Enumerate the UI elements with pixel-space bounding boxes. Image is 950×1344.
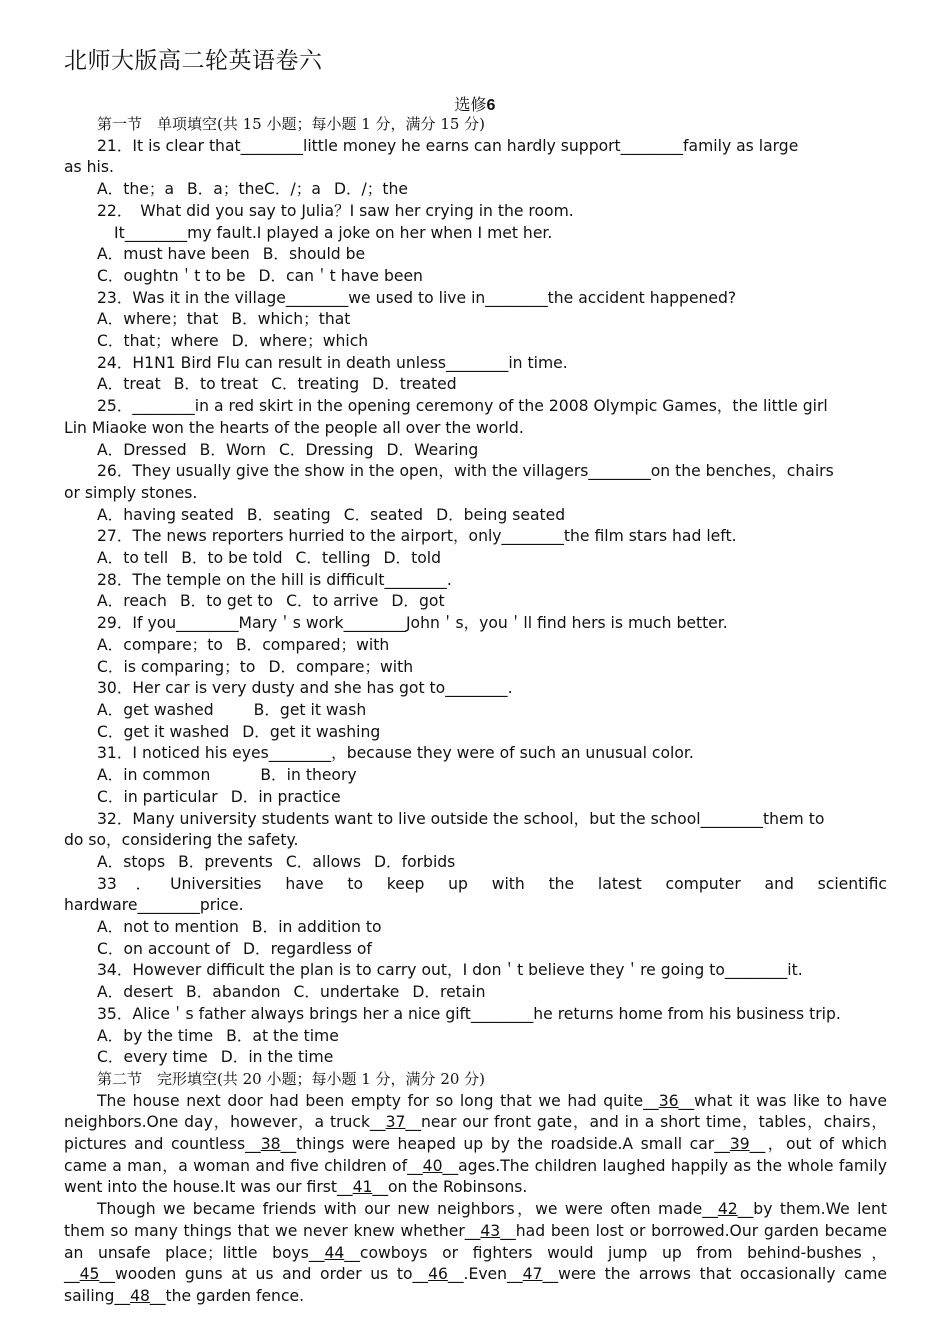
option: D．regardless of [242, 939, 372, 958]
blank-36: 36 [658, 1091, 679, 1110]
option: D．compare；with [268, 657, 414, 676]
option: B．to be told [181, 549, 283, 568]
question-29-options-row1 [64, 635, 887, 657]
option: C．in particular [97, 787, 218, 806]
blank-41: 41 [352, 1178, 373, 1197]
question-26-stem-cont: or simply stones. [64, 483, 198, 502]
cloze-text: __things were heaped up by the roadside.A small car__ [280, 1135, 730, 1154]
question-31-options-row1 [64, 765, 887, 787]
option: A．the；a [97, 180, 175, 199]
blank-42: 42 [717, 1200, 738, 1219]
option: C．undertake [293, 983, 400, 1002]
question-22-options-row1 [64, 244, 887, 266]
question-26-stem: 26．They usually give the show in the open，with the villagers________on the benches，chairs [97, 462, 834, 481]
option: D．can＇t have been [258, 266, 423, 285]
option: B．at the time [226, 1026, 339, 1045]
question-34-stem: 34．However difficult the plan is to carry out，I don＇t believe they＇re going to________it. [97, 961, 803, 980]
option: B．get it wash [253, 700, 367, 719]
option: B．Worn [199, 440, 267, 459]
section1-heading: 第一节 单项填空(共 15 小题；每小题 1 分，满分 15 分) [97, 115, 486, 133]
document-title: 北师大版高二轮英语卷六 [64, 48, 323, 74]
question-30-options-row2 [64, 722, 887, 744]
option: D．forbids [374, 852, 456, 871]
option: B．abandon [186, 983, 281, 1002]
cloze-text: The house next door had been empty for so long that we had quite__ [97, 1091, 659, 1110]
question-24-stem: 24．H1N1 Bird Flu can result in death unless________in time. [97, 353, 568, 372]
question-32-options [64, 852, 887, 874]
blank-45: 45 [79, 1265, 100, 1284]
question-28-stem: 28．The temple on the hill is difficult________. [97, 570, 452, 589]
blank-48: 48 [130, 1286, 150, 1305]
cloze-text: __on the Robinsons. [372, 1178, 528, 1197]
option: A．get washed [97, 700, 214, 719]
option: B．in addition to [251, 918, 382, 937]
question-35-stem: 35．Alice＇s father always brings her a nice gift________he returns home from his business trip. [97, 1004, 841, 1023]
option: B．seating [246, 505, 331, 524]
exam-content [64, 114, 887, 1308]
blank-44: 44 [324, 1243, 345, 1262]
question-29-stem: 29．If you________Mary＇s work________John＇s，you＇ll find hers is much better. [97, 614, 728, 633]
blank-40: 40 [422, 1156, 443, 1175]
question-29-options-row2 [64, 657, 887, 679]
question-25-stem: 25．________in a red skirt in the opening ceremony of the 2008 Olympic Games，the little girl [97, 397, 828, 416]
cloze-text: __cowboys or fighters would jump up from behind-bushes，__ [64, 1243, 888, 1284]
option: C．that；where [97, 332, 219, 351]
question-24-options [64, 374, 887, 396]
option: C．to arrive [286, 592, 379, 611]
blank-38: 38 [260, 1135, 281, 1154]
option: A．Dressed [97, 440, 187, 459]
option: C．on account of [97, 939, 230, 958]
option: B．which；that [231, 310, 351, 329]
question-30-stem: 30．Her car is very dusty and she has got to________. [97, 679, 513, 698]
cloze-paragraph-1 [64, 1091, 887, 1200]
option: C．is comparing；to [97, 657, 256, 676]
question-21-options [64, 179, 887, 201]
option: A．to tell [97, 549, 169, 568]
question-22-stem-cont: It________my fault.I played a joke on her when I met her. [114, 223, 553, 242]
option: B．should be [262, 245, 366, 264]
option: D．in the time [220, 1048, 334, 1067]
question-31-stem: 31．I noticed his eyes________，because they were of such an unusual color. [97, 744, 694, 763]
option: C．telling [295, 549, 371, 568]
question-25-stem-cont: Lin Miaoke won the hearts of the people all over the world. [64, 418, 524, 437]
option: A．not to mention [97, 918, 239, 937]
cloze-text: __were the arrows that occasionally came sailing__ [64, 1265, 887, 1305]
question-33-options-row1 [64, 917, 887, 939]
option: D．in practice [230, 787, 341, 806]
option: C．Dressing [279, 440, 374, 459]
question-35-options-row1 [64, 1026, 887, 1048]
option: B．to treat [173, 375, 259, 394]
option: C．treating [271, 375, 360, 394]
subtitle-label: 选修 [454, 97, 487, 114]
question-23-stem: 23．Was it in the village________we used to live in________the accident happened? [97, 288, 737, 307]
cloze-text: __by them.We lent them so many things that we never knew whether__ [64, 1200, 887, 1240]
question-33-stem-cont: hardware________price. [64, 896, 244, 915]
question-31-options-row2 [64, 787, 887, 809]
option: C．get it washed [97, 722, 230, 741]
question-25-options [64, 440, 887, 462]
subtitle-number: 6 [486, 97, 496, 114]
option: D．get it washing [242, 722, 381, 741]
option: A．compare；to [97, 635, 223, 654]
cloze-text: __wooden guns at us and order us to__ [99, 1265, 429, 1284]
question-32-stem-cont: do so，considering the safety. [64, 831, 299, 850]
option: C．allows [285, 852, 361, 871]
cloze-text: __，out of which came a man，a woman and five children of__ [64, 1135, 887, 1175]
question-28-options [64, 591, 887, 613]
blank-47: 47 [522, 1265, 543, 1284]
option: B．in theory [260, 766, 357, 785]
question-21-stem: 21．It is clear that________little money he earns can hardly support________family as large [97, 136, 799, 155]
option: A．stops [97, 852, 166, 871]
question-35-options-row2 [64, 1047, 887, 1069]
blank-37: 37 [385, 1113, 406, 1132]
question-30-options-row1 [64, 700, 887, 722]
option: A．must have been [97, 245, 250, 264]
option: D．treated [372, 375, 457, 394]
cloze-text: Though we became friends with our new neighbors，we were often made__ [97, 1200, 718, 1219]
option: A．reach [97, 592, 167, 611]
cloze-text: __had been lost or borrowed.Our garden became an unsafe place；little boys__ [64, 1221, 887, 1262]
cloze-text: __the garden fence. [149, 1286, 305, 1305]
option: A．in common [97, 766, 211, 785]
blank-43: 43 [480, 1221, 501, 1240]
option: D．/；the [333, 180, 408, 199]
option: B．to get to [179, 592, 274, 611]
question-22-stem: 22． What did you say to Julia？I saw her crying in the room. [97, 201, 574, 220]
option: D．retain [412, 983, 486, 1002]
cloze-text: __.Even__ [447, 1265, 523, 1284]
option: C．seated [343, 505, 424, 524]
option: D．told [383, 549, 441, 568]
question-21-stem-cont: as his. [64, 158, 114, 177]
option: C．oughtn＇t to be [97, 266, 246, 285]
question-27-options [64, 548, 887, 570]
question-23-options-row1 [64, 309, 887, 331]
question-33-options-row2 [64, 939, 887, 961]
question-33-stem: 33．Universities have to keep up with the latest computer and scientific [97, 874, 887, 893]
document-subtitle [0, 92, 950, 115]
option: B．prevents [178, 852, 273, 871]
option: D．got [391, 592, 445, 611]
question-34-options [64, 982, 887, 1004]
option: A．treat [97, 375, 161, 394]
question-26-options [64, 505, 887, 527]
option: B．a；theC．/；a [187, 180, 321, 199]
option: A．desert [97, 983, 173, 1002]
cloze-text: __what it was like to have neighbors.One day，however，a truck__ [64, 1091, 888, 1132]
option: A．where；that [97, 310, 219, 329]
option: B．compared；with [235, 635, 390, 654]
cloze-paragraph-2 [64, 1199, 887, 1308]
question-22-options-row2 [64, 266, 887, 288]
question-32-stem: 32．Many university students want to live outside the school，but the school________them to [97, 809, 825, 828]
question-27-stem: 27．The news reporters hurried to the airport，only________the film stars had left. [97, 527, 737, 546]
blank-39: 39 [729, 1135, 750, 1154]
cloze-text: __near our front gate，and in a short time，tables，chairs，pictures and countless__ [64, 1113, 887, 1154]
option: C．every time [97, 1048, 208, 1067]
option: D．where；which [231, 332, 369, 351]
blank-46: 46 [428, 1265, 448, 1284]
option: A．by the time [97, 1026, 214, 1045]
section2-heading: 第二节 完形填空(共 20 小题；每小题 1 分，满分 20 分) [97, 1069, 486, 1088]
option: A．having seated [97, 505, 234, 524]
cloze-text: __ages.The children laughed happily as the whole family went into the house.It was our first__ [64, 1156, 887, 1197]
question-23-options-row2 [64, 331, 887, 353]
option: D．Wearing [386, 440, 479, 459]
option: D．being seated [436, 505, 566, 524]
